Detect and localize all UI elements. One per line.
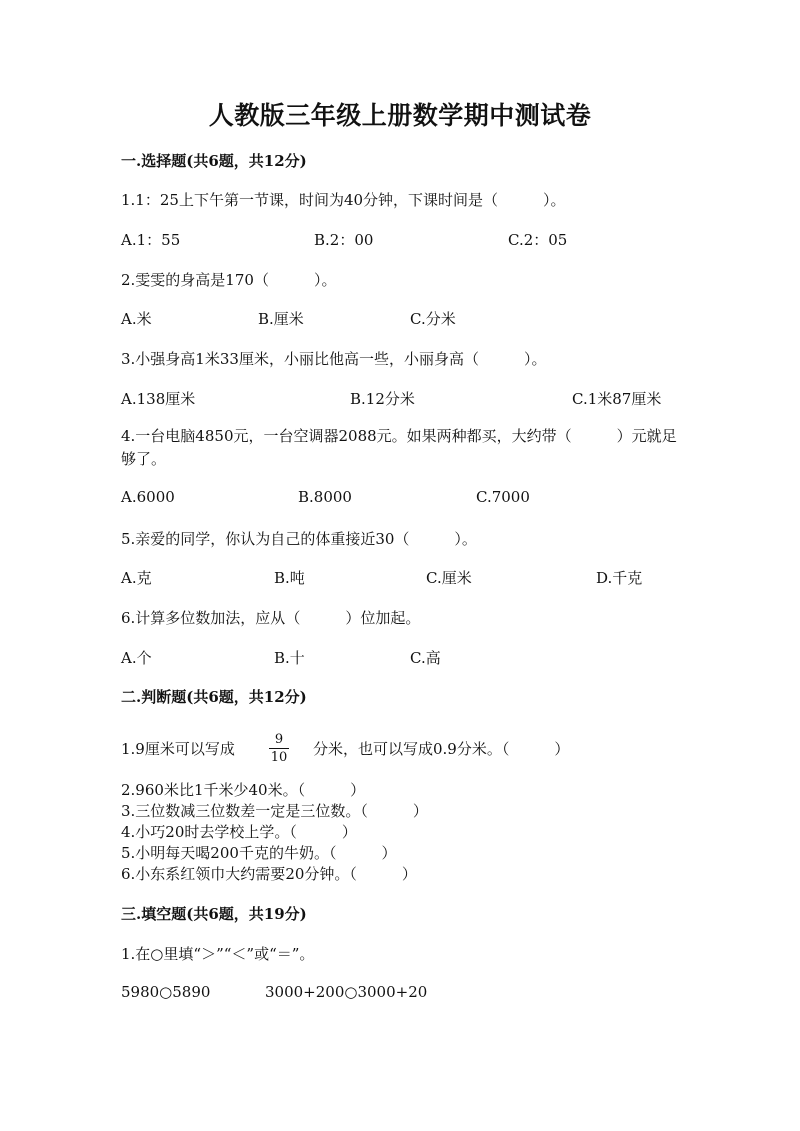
choice-options-4 [121,488,701,510]
option-b: B.2：00 [314,231,374,249]
judge-question-1-suffix: 分米，也可以写成0.9分米。（ ） [313,740,570,758]
option-c: C.2：05 [508,231,568,249]
option-a: A.个 [121,649,152,667]
option-b: B.12分米 [350,390,415,408]
fraction-denominator: 10 [270,750,288,765]
choice-options-2 [121,308,701,330]
option-b: B.厘米 [258,310,304,328]
choice-question-5: 5.亲爱的同学，你认为自己的体重接近30（ ）。 [121,530,477,548]
choice-options-6 [121,647,701,669]
option-a: A.克 [121,569,152,587]
comparison-expression-1: 5980○5890 [121,983,211,1001]
choice-question-2: 2.雯雯的身高是170（ ）。 [121,271,337,289]
option-c: C.厘米 [426,569,472,587]
choice-options-3 [121,388,701,410]
fraction-nine-tenths [268,732,290,765]
option-c: C.7000 [476,488,530,506]
choice-question-4: 4.一台电脑4850元，一台空调器2088元。如果两种都买，大约带（ ）元就足够了。 [121,427,677,468]
option-b: B.十 [274,649,305,667]
section-choice-heading: 一.选择题(共6题，共12分) [121,152,307,170]
option-c: C.分米 [410,310,456,328]
page-title: 人教版三年级上册数学期中测试卷 [208,101,592,130]
option-a: A.1：55 [121,231,181,249]
judge-question-4: 4.小巧20时去学校上学。（ ） [121,823,357,841]
section-fill-heading: 三.填空题(共6题，共19分) [121,905,307,923]
choice-question-6: 6.计算多位数加法，应从（ ）位加起。 [121,609,421,627]
option-a: A.138厘米 [121,390,196,408]
option-a: A.米 [121,310,152,328]
fraction-bar [269,748,289,749]
fill-question-1: 1.在○里填“＞”“＜”或“＝”。 [121,945,315,963]
choice-question-1: 1.1：25上下午第一节课，时间为40分钟，下课时间是（ ）。 [121,191,566,209]
option-b: B.8000 [298,488,352,506]
option-d: D.千克 [596,569,643,587]
judge-question-6: 6.小东系红领巾大约需要20分钟。（ ） [121,865,417,883]
choice-options-5 [121,567,701,589]
judge-question-5: 5.小明每天喝200千克的牛奶。（ ） [121,844,397,862]
option-b: B.吨 [274,569,305,587]
option-a: A.6000 [121,488,175,506]
judge-question-1-prefix: 1.9厘米可以写成 [121,740,235,758]
comparison-expression-2: 3000+200○3000+20 [265,983,428,1001]
option-c: C.1米87厘米 [572,390,662,408]
fraction-numerator: 9 [274,732,284,747]
section-judge-heading: 二.判断题(共6题，共12分) [121,688,307,706]
judge-question-2: 2.960米比1千米少40米。（ ） [121,781,366,799]
judge-question-3: 3.三位数减三位数差一定是三位数。（ ） [121,802,428,820]
option-c: C.高 [410,649,441,667]
choice-question-3: 3.小强身高1米33厘米，小丽比他高一些，小丽身高（ ）。 [121,350,547,368]
choice-options-1 [121,229,701,251]
